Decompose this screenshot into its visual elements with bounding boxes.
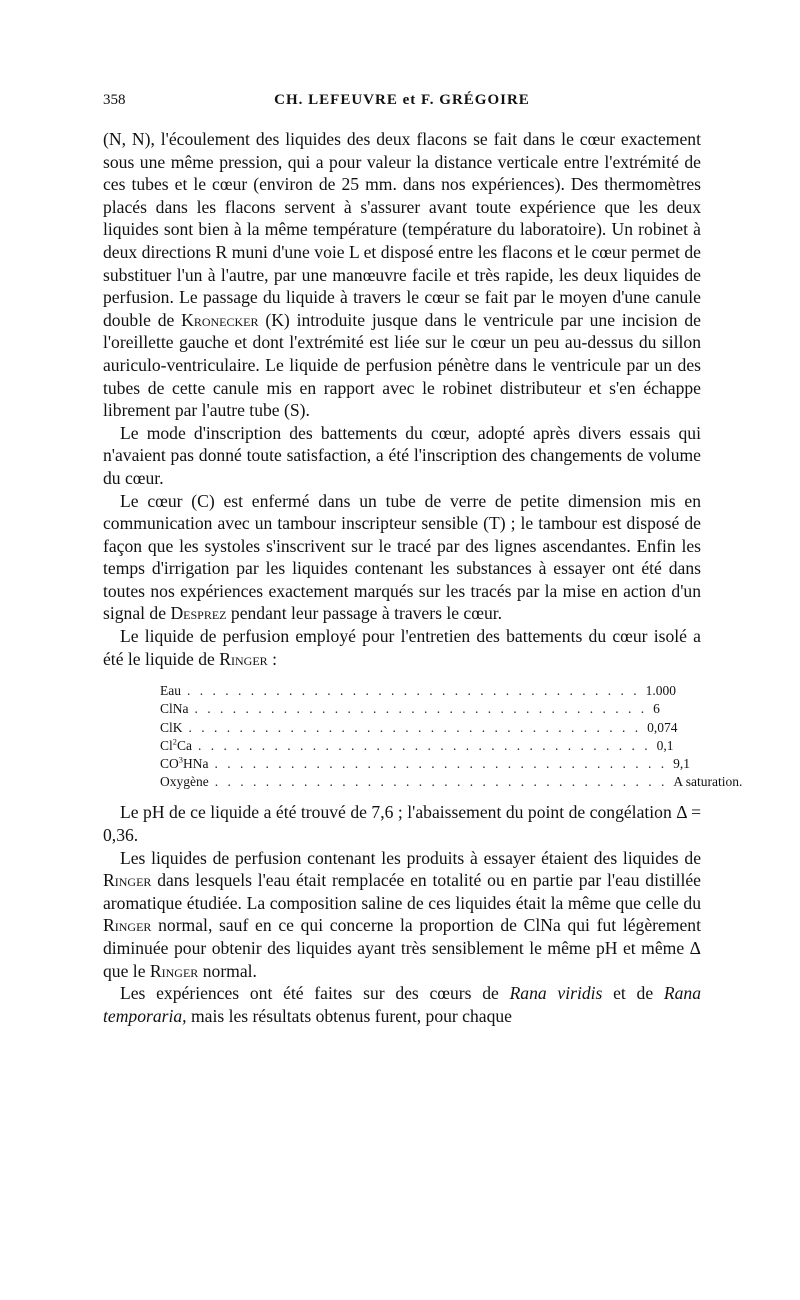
- page-number: 358: [103, 92, 126, 108]
- composition-row: [160, 737, 674, 755]
- paragraph-apparatus: (N, N), l'écoulement des liquides des deux flacons se fait dans le cœur exactement sous une même pression, qui a pour valeur la distance verticale entre l'extrémité de ces tubes et le cœur (environ de 25 mm. dans nos expériences). Des thermomètres placés dans les flacons servent à s'assurer avant toute expérience que les deux liquides sont bien à la même température (température du laboratoire). Un robinet à deux directions R muni d'une voie L et disposé entre les flacons et le cœur permet de substituer l'un à l'autre, par une manœuvre facile et très rapide, les deux liquides de perfusion. Le passage du liquide à travers le cœur se fait par le moyen d'une canule double de Kronecker (K) introduite jusque dans le ventricule par une incision de l'oreillette gauche et dont l'extrémité est liée sur le cœur un peu au-dessus du sillon auriculo-ventriculaire. Le liquide de perfusion pénètre dans le ventricule par un des tubes de cette canule mis en rapport avec le robinet distributeur et s'en échappe librement par l'autre tube (S).: [103, 129, 701, 421]
- body-text: [103, 128, 743, 1027]
- dot-leader: . . . . . . . . . . . . . . . . . . . . . . . . . . . . . . . . . . . .: [197, 737, 651, 753]
- salt-value: 0,074: [647, 719, 678, 735]
- salt-value: A saturation.: [673, 774, 743, 790]
- paragraph-heart-tube: Le cœur (C) est enfermé dans un tube de verre de petite dimension mis en communication avec un tambour inscripteur sensible (T) ; le tambour est disposé de façon que les systoles s'inscrivent sur le tracé par des lignes ascendantes. Enfin les temps d'irrigation par les liquides contenant les substances à essayer ont été dans toutes nos expériences exactement marqués sur les tracés par la mise en action d'un signal de Desprez pendant leur passage à travers le cœur.: [103, 490, 701, 624]
- dot-leader: . . . . . . . . . . . . . . . . . . . . . . . . . . . . . . . . . . . .: [188, 719, 642, 735]
- author-name: Ringer: [103, 915, 152, 936]
- author-name: Ringer: [149, 960, 199, 981]
- paragraph-ringer-intro: Le liquide de perfusion employé pour l'entretien des battements du cœur isolé a été le liquide de Ringer :: [103, 626, 701, 669]
- species-name: Rana temporaria,: [103, 983, 701, 1026]
- species-name: Rana viridis: [509, 983, 603, 1004]
- salt-name: ClK: [160, 719, 183, 735]
- paragraph-species: Les expériences ont été faites sur des cœurs de Rana viridis et de Rana temporaria, mais les résultats obtenus furent, pour chaque: [103, 983, 701, 1026]
- composition-row: [160, 719, 678, 737]
- salt-name: Oxygène: [160, 774, 209, 790]
- page-header: [103, 92, 701, 116]
- salt-value: 1.000: [645, 683, 676, 699]
- salt-value: 0,1: [656, 737, 674, 753]
- salt-name: ClNa: [160, 701, 189, 717]
- author-name: Ringer: [103, 870, 152, 891]
- dot-leader: . . . . . . . . . . . . . . . . . . . . . . . . . . . . . . . . . . . .: [194, 701, 648, 717]
- author-name: Kronecker: [181, 309, 259, 330]
- composition-row: [160, 755, 690, 773]
- salt-name: Eau: [160, 683, 181, 699]
- paragraph-inscription-mode: Le mode d'inscription des battements du cœur, adopté après divers essais qui n'avaient pas donné toute satisfaction, a été l'inscription des changements de volume du cœur.: [103, 422, 701, 488]
- salt-value: 6: [653, 701, 660, 717]
- author-name: Desprez: [170, 603, 227, 624]
- dot-leader: . . . . . . . . . . . . . . . . . . . . . . . . . . . . . . . . . . . .: [214, 774, 668, 790]
- dot-leader: . . . . . . . . . . . . . . . . . . . . . . . . . . . . . . . . . . . .: [187, 683, 640, 699]
- paragraph-test-liquids: Les liquides de perfusion contenant les produits à essayer étaient des liquides de Ringer dans lesquels l'eau était remplacée en totalité ou en partie par l'eau distillée aromatique étudiée. La composition saline de ces liquides était la même que celle du Ringer normal, sauf en ce qui concerne la proportion de ClNa qui fut légèrement diminuée pour obtenir des liquides ayant très sensiblement le même pH et même Δ que le Ringer normal.: [103, 847, 701, 981]
- author-name: Ringer: [219, 648, 268, 669]
- salt-value: 9,1: [673, 756, 690, 772]
- salt-name: Cl$^2$Ca: [160, 737, 192, 753]
- paragraph-ph: Le pH de ce liquide a été trouvé de 7,6 ; l'abaissement du point de congélation Δ = 0,36.: [103, 802, 701, 846]
- composition-row: [160, 773, 743, 791]
- composition-row: [160, 682, 676, 700]
- composition-row: [160, 700, 660, 718]
- dot-leader: . . . . . . . . . . . . . . . . . . . . . . . . . . . . . . . . . . . .: [214, 756, 668, 772]
- running-head: CH. LEFEUVRE et F. GRÉGOIRE: [274, 92, 530, 108]
- salt-name: $CO^3HNa$: [160, 755, 209, 772]
- ringer-composition-table: [160, 682, 743, 791]
